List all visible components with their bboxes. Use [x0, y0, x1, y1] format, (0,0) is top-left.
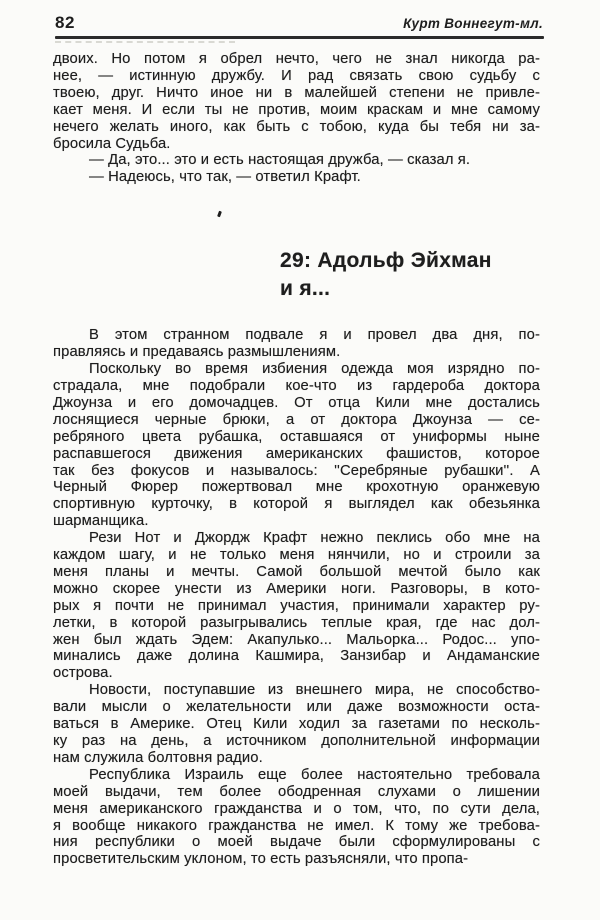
text-line: Новости, поступавшие из внешнего мира, не способство- [89, 682, 540, 699]
text-line: ваться в Америке. Отец Кили ходил за газетами по несколь- [53, 716, 540, 733]
paragraph [53, 767, 540, 868]
text-line: вали мысли о желательности или даже возможности оста- [53, 699, 540, 716]
text-line: Рези Нот и Джордж Крафт нежно пеклись обо мне на [89, 530, 540, 547]
text-line: рых я почти не принимал участия, принимали характер ру- [53, 597, 540, 614]
paragraph [53, 51, 540, 152]
text-line: летки, в которой разыгрывались теплые края, где нас дол- [53, 614, 540, 631]
text-line: ребряного цвета рубашка, оставшаяся от униформы ныне [53, 428, 540, 445]
text-body [53, 51, 540, 868]
text-line: Поскольку во время избиения одежда моя изрядно по- [89, 361, 540, 378]
page-header [55, 13, 543, 33]
text-line: просветительским уклоном, то есть разъясняли, что пропа- [53, 851, 469, 868]
text-line: Черный Фюрер пожертвовал мне крохотную оранжевую [53, 479, 540, 496]
text-line: Джоунза и его домочадцев. От отца Кили мне достались [53, 394, 540, 411]
paragraph [53, 169, 540, 186]
header-rule [55, 36, 544, 39]
page-number: 82 [55, 13, 75, 32]
text-line: страдала, мне подобрали кое-что из гардероба доктора [53, 377, 540, 394]
text-line: моей выдачи, тем более ободренная слухами о лишении [53, 783, 540, 800]
scan-artifact-dashes [55, 41, 235, 43]
text-line: — Да, это... это и есть настоящая дружба, — сказал я. [89, 152, 471, 169]
text-line: так без фокусов и называлось: ''Серебряные рубашки''. А [53, 462, 540, 479]
text-line: я вообще никакого гражданства не имел. К тому же требова- [53, 817, 540, 834]
text-line: правляясь и предаваясь размышлениям. [53, 344, 341, 361]
text-line: двоих. Но потом я обрел нечто, чего не знал никогда ра- [53, 51, 540, 67]
text-line: твоею, друг. Ничто иное ни в малейшей степени не привле- [53, 84, 540, 101]
text-line: кает меня. И если ты не против, моим краскам и мне самому [53, 101, 540, 118]
text-line: бросила Судьба. [53, 135, 171, 152]
text-line: острова. [53, 665, 113, 682]
text-line: нечего желать иного, как быть с тобою, куда бы тебя ни за- [53, 118, 540, 135]
text-line: распавшегося движения американских фашистов, которое [53, 445, 540, 462]
paragraph [53, 682, 540, 767]
text-line: нам служила болтовня радио. [53, 749, 263, 766]
text-line: каждом шагу, и не только меня нянчили, но и строили за [53, 547, 540, 564]
text-line: Республика Израиль еще более настоятельно требовала [89, 766, 540, 783]
text-line: нее, — истинную дружбу. И рад связать свою судьбу с [53, 67, 540, 84]
paragraph [53, 152, 540, 169]
text-line: можно скорее унести из Америки ноги. Разговоры, в кото- [53, 580, 540, 597]
text-line: меня планы и мечты. Самой большой мечтой было как [53, 563, 540, 580]
text-line: спортивную курточку, в которой я выглядел как обезьянка [53, 496, 540, 513]
paragraph [53, 361, 540, 530]
text-line: — Надеюсь, что так, — ответил Крафт. [89, 169, 361, 186]
paragraph [53, 530, 540, 682]
chapter-heading [53, 247, 540, 302]
text-line: минались даже долина Кашмира, Занзибар и Андаманские [53, 648, 540, 665]
text-line: ния республики о моей выдаче были сформулированы с [53, 834, 540, 851]
heading-line: и я... [280, 276, 331, 300]
paragraph [53, 327, 540, 361]
text-line: лоснящиеся черные брюки, а от доктора Джоунза — се- [53, 411, 540, 428]
text-line: В этом странном подвале я и провел два дня, по- [89, 327, 540, 344]
text-line: жен был ждать Эдем: Акапулько... Мальорка... Родос... упо- [53, 631, 540, 648]
text-line: шарманщика. [53, 513, 149, 530]
text-line: ку раз на день, а источником дополнительной информации [53, 733, 540, 749]
running-header-author: Курт Воннегут-мл. [403, 16, 543, 31]
heading-line: 29: Адольф Эйхман [280, 249, 492, 273]
text-line: меня американского гражданства и о том, что, по сути дела, [53, 800, 540, 817]
